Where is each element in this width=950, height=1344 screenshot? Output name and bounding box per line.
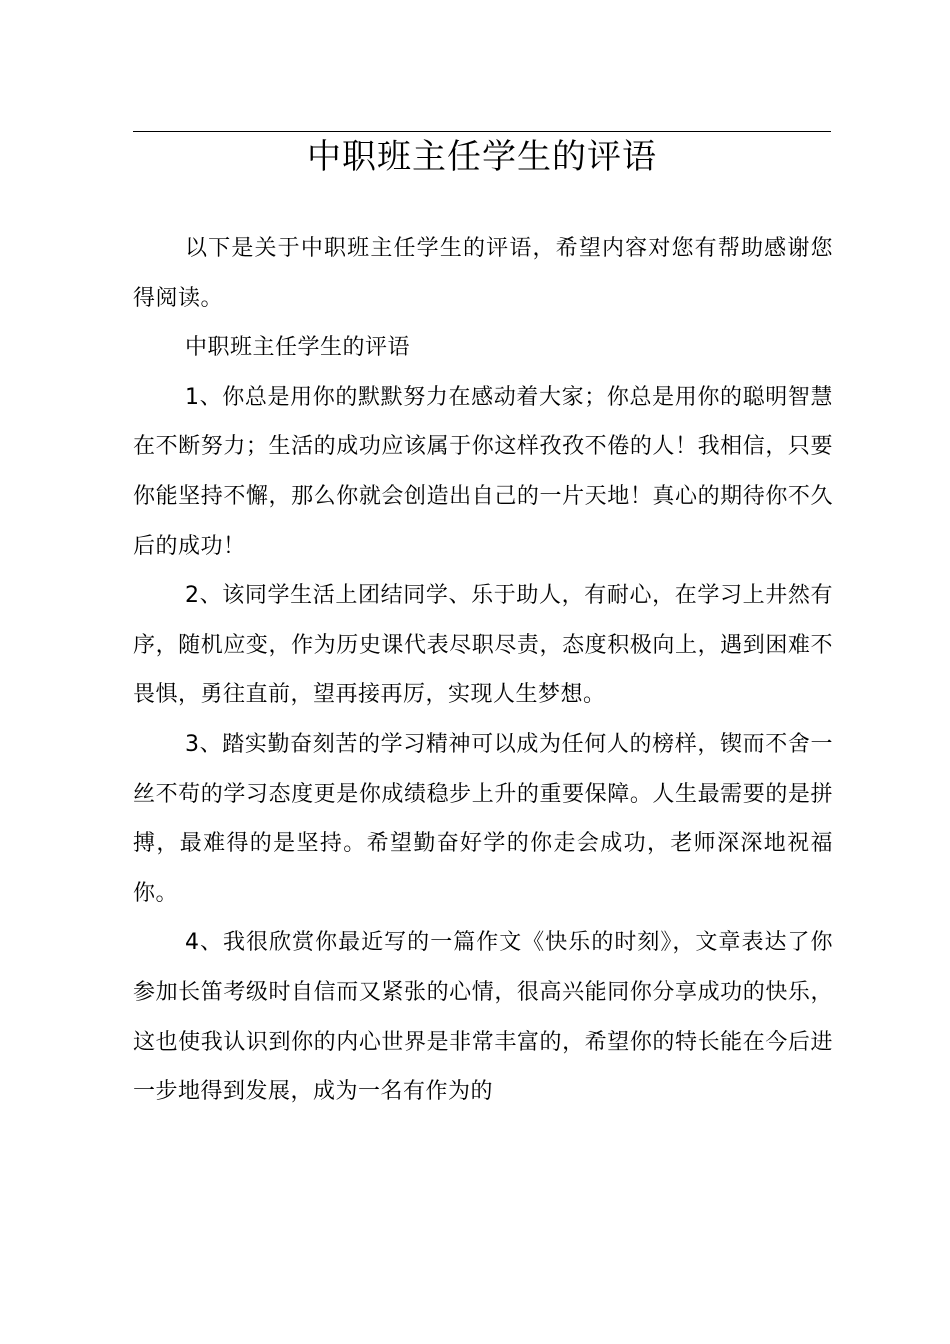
comment-paragraph-3: 3、踏实勤奋刻苦的学习精神可以成为任何人的榜样，锲而不舍一丝不苟的学习态度更是你成绩稳步上升的重要保障。人生最需要的是拼搏，最难得的是坚持。希望勤奋好学的你走会成功，老师深深地祝福你。	[133, 731, 833, 906]
header-rule	[133, 131, 831, 132]
intro-paragraph: 以下是关于中职班主任学生的评语，希望内容对您有帮助感谢您得阅读。	[133, 236, 833, 311]
comment-paragraph-4: 4、我很欣赏你最近写的一篇作文《快乐的时刻》，文章表达了你参加长笛考级时自信而又紧张的心情，很高兴能同你分享成功的快乐，这也使我认识到你的内心世界是非常丰富的，希望你的特长能在今后进一步地得到发展，成为一名有作为的	[133, 930, 833, 1105]
document-title: 中职班主任学生的评语	[307, 137, 657, 177]
document-body	[133, 224, 833, 1117]
comment-paragraph-2: 2、该同学生活上团结同学、乐于助人，有耐心，在学习上井然有序，随机应变，作为历史课代表尽职尽责，态度积极向上，遇到困难不畏惧，勇往直前，望再接再厉，实现人生梦想。	[133, 583, 833, 708]
section-heading: 中职班主任学生的评语	[185, 335, 411, 361]
comment-paragraph-1: 1、你总是用你的默默努力在感动着大家；你总是用你的聪明智慧在不断努力；生活的成功应该属于你这样孜孜不倦的人！我相信，只要你能坚持不懈，那么你就会创造出自己的一片天地！真心的期待你不久后的成功！	[133, 384, 833, 559]
